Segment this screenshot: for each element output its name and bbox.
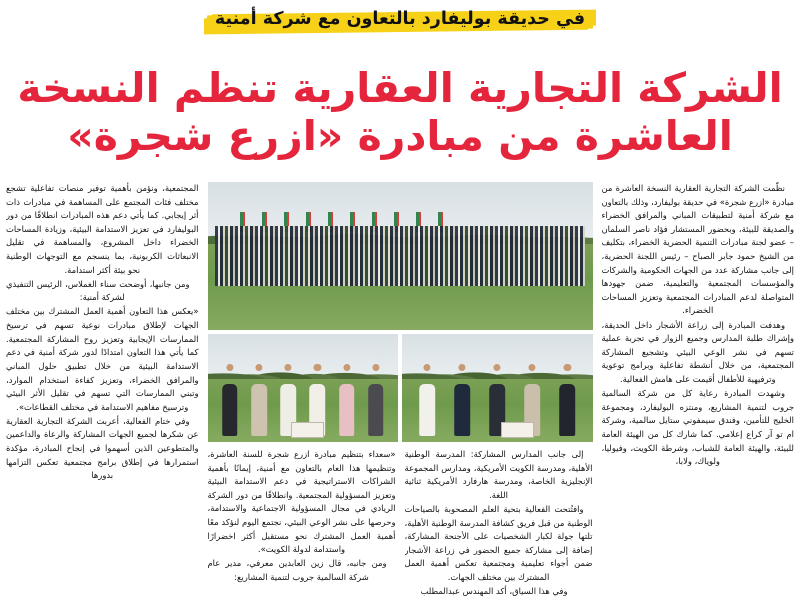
photo-group — [208, 182, 593, 442]
article-column-right — [602, 182, 795, 600]
page-headline — [8, 65, 792, 160]
paragraph: نظّمت الشركة التجارية العقارية النسخة العاشرة من مبادرة «ازرع شجرة» في حديقة بوليفارد، وذلك بالتعاون مع شركة أمنية لتطبيقات المباني والمرافق الخضراء والصديقة للبيئة، وبحضور المستشار فؤاد ناصر السلمان – عضو لجنة مبادرات التنمية الحضرية الخضراء، بتكليف من الشيخ حمود جابر الصباح – رئيس اللجنة الحضرية، إلى جانب مشاركة عدد من الجهات الحكومية والشركات والمؤسسات المجتمعية والتعليمية، ضمن جهودها المتواصلة لدعم المبادرات المجتمعية وتعزيز المساحات الخضراء. — [601, 183, 794, 316]
paragraph: المجتمعية، ونؤمن بأهمية توفير منصات تفاعلية تشجع مختلف فئات المجتمع على المساهمة في مبادرات ذات أثر إيجابي. كما يأتي دعم هذه المبادرات انطلاقًا من دور البوليفارد في تعزيز الاستدامة البيئية، وزيادة المساحات الخضراء داخل المشروع، والمساهمة في تقليل الانبعاثات الكربونية، بما ينسجم مع التوجهات الوطنية نحو بيئة أكثر استدامة. — [6, 183, 199, 275]
paragraph: ومن جانبها، أوضحت سناء الغملاس، الرئيس التنفيذي لشركة أمنية: — [6, 278, 190, 303]
article-media-and-columns — [208, 182, 593, 600]
person-body — [419, 384, 435, 435]
person-figure — [248, 364, 269, 435]
person-body — [251, 384, 267, 435]
person-head — [226, 364, 233, 371]
paragraph: ومن جانبه، قال زين العابدين معرفي، مدير عام شركة السالمية جروب لتنمية المشاريع: — [207, 558, 387, 582]
paragraph: وهدفت المبادرة إلى زراعة الأشجار داخل الحديقة، وإشراك طلبة المدارس وجميع الزوار في تجربة عملية تسهم في نشر الوعي البيئي وتشجيع المشاركة المجتمعية، من خلال أنشطة تفاعلية وبرامج توعوية وترفيهية للأطفال أقيمت على هامش الفعالية. — [601, 319, 794, 385]
article-content — [6, 182, 794, 600]
photo-people — [410, 364, 585, 435]
middle-columns-wrap — [208, 448, 593, 600]
person-body — [339, 384, 355, 435]
photo-crowd — [215, 226, 585, 285]
person-head — [343, 364, 350, 371]
kicker-row — [0, 4, 800, 38]
person-head — [564, 364, 571, 371]
column-left-text — [6, 182, 199, 483]
person-figure — [557, 364, 578, 435]
planting-placard — [291, 422, 323, 438]
person-body — [222, 384, 238, 435]
person-head — [494, 364, 501, 371]
person-head — [285, 364, 292, 371]
person-body — [560, 384, 576, 435]
person-figure — [417, 364, 438, 435]
person-body — [368, 384, 384, 435]
person-body — [454, 384, 470, 435]
person-figure — [452, 364, 473, 435]
person-head — [529, 364, 536, 371]
paragraph: إلى جانب المدارس المشاركة: المدرسة الوطنية الأهلية، ومدرسة الكويت الأمريكية، ومدارس المجموعة الإنجليزية الخاصة، ومدرسة هارفارد الأمريكية ثنائية اللغة. — [404, 449, 593, 500]
main-group-photo — [208, 182, 593, 330]
column-right-text — [602, 182, 795, 469]
sub-photo-right — [208, 334, 399, 442]
headline-line-1: الشركة التجارية العقارية تنظم النسخة — [17, 64, 783, 113]
pull-quote-paragraph: «سعداء بتنظيم مبادرة ازرع شجرة للسنة العاشرة، وتنظيمها هذا العام بالتعاون مع أمنية، إيمانًا بأهمية الشراكات الاستراتيجية في دعم الاستدامة البيئية وتعزيز المسؤولية المجتمعية. وانطلاقًا من دور الشركة الريادي في مجال المسؤولية الاجتماعية والاستدامة، وحرصها على نشر الوعي البيئي، نجتمع اليوم لنؤكد معًا أهمية العمل المشترك نحو مستقبل أكثر اخضرارًا واستدامة لدولة الكويت». — [207, 449, 396, 555]
paragraph: وفي ختام الفعالية، أعربت الشركة التجارية العقارية عن شكرها لجميع الجهات المشاركة والرعاة والداعمين والمتطوعين الذين أسهموا في إنجاح المبادرة، مؤكدة استمرارها في إطلاق برامج مجتمعية تعكس التزامها بدورها — [6, 415, 199, 481]
column-mid-left-text — [208, 448, 396, 585]
photo-row — [208, 334, 593, 442]
person-figure — [365, 364, 386, 435]
article-column-left — [6, 182, 199, 600]
person-head — [314, 364, 321, 371]
kicker-text: في حديقة بوليفارد بالتعاون مع شركة أمنية — [214, 9, 586, 30]
pull-quote-paragraph: «يعكس هذا التعاون أهمية العمل المشترك بين مختلف الجهات لإطلاق مبادرات نوعية تسهم في ترسيخ الممارسات الإيجابية وتعزيز روح المشاركة المجتمعية. كما يأتي هذا التعاون امتدادًا لدور شركة أمنية في دعم الاستدامة البيئية من خلال تطبيق حلول المباني والمرافق الخضراء، وتعزيز كفاءة استخدام الموارد، وتبني الممارسات التي تسهم في تقليل الأثر البيئي وترسيخ مفاهيم الاستدامة في مختلف القطاعات». — [6, 306, 199, 412]
person-head — [459, 364, 466, 371]
article-column-mid-left — [208, 448, 396, 600]
sub-photo-left — [402, 334, 593, 442]
person-figure — [219, 364, 240, 435]
planting-placard — [501, 422, 533, 438]
person-head — [372, 364, 379, 371]
paragraph: وافتُتحت الفعالية بتحية العلم المصحوبة بالصياحات الوطنية من قبل فريق كشافة المدرسة الوطنية الأهلية، تلتها جولة لكبار الشخصيات على الأجنحة المشاركة، إضافة إلى مشاركة جميع الحضور في زراعة الأشجار ضمن أجواء تعليمية ومجتمعية تعكس أهمية العمل المشترك بين مختلف الجهات. — [404, 503, 593, 582]
column-mid-right-text — [405, 448, 593, 599]
article-column-mid-right — [405, 448, 593, 600]
headline-line-2: العاشرة من مبادرة «ازرع شجرة» — [67, 112, 733, 161]
person-head — [424, 364, 431, 371]
person-head — [255, 364, 262, 371]
paragraph: وشهدت المبادرة رعاية كل من شركة السالمية جروب لتنمية المشاريع، ومنتزه البوليفارد، ومجموعة الخليج للتأمين، وفندق سيمفوني ستايل سالمية، وشركة ام تو آر كراع إعلامي. كما شارك كل من الهيئة العامة للبيئة، والهيئة العامة للشباب، وشرطة الكويت، وفيوليا، ولوياك، ولابا، — [601, 388, 794, 467]
kicker-highlight-wrap — [205, 7, 595, 35]
person-figure — [336, 364, 357, 435]
paragraph: وفي هذا السياق، أكد المهندس عبدالمطلب — [420, 586, 568, 597]
